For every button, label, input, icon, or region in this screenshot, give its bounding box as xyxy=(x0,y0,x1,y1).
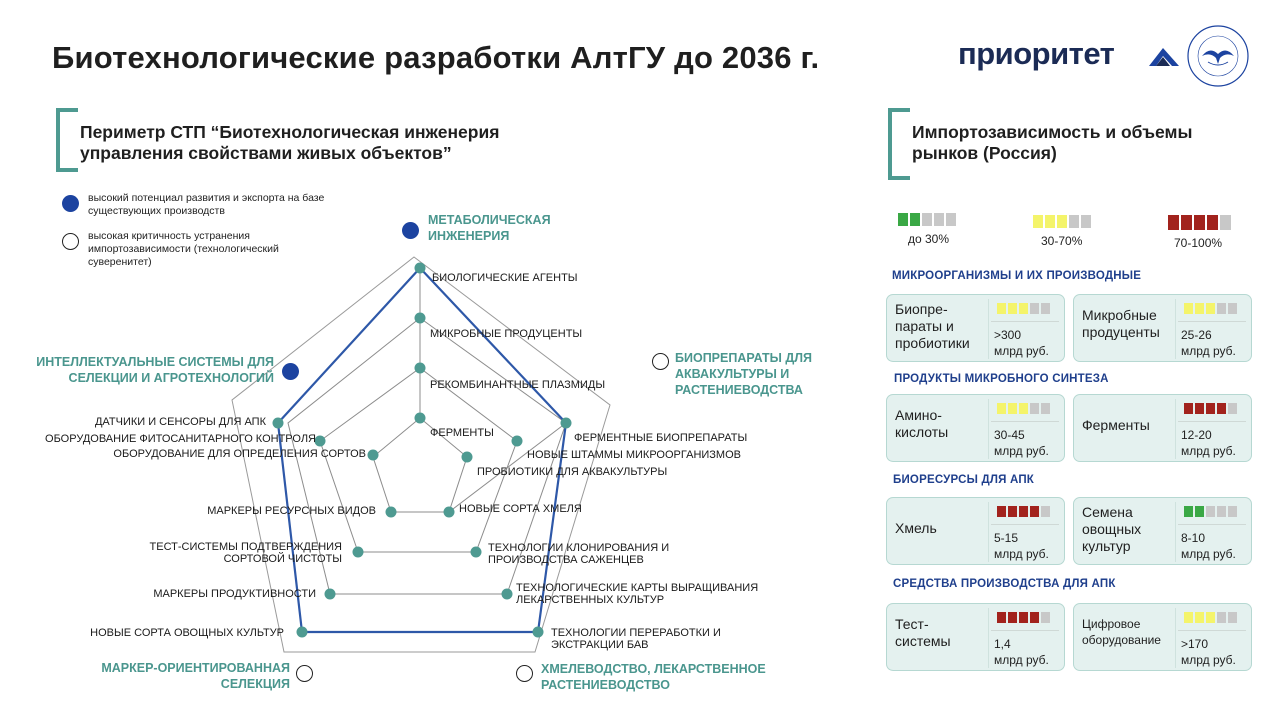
ring-label: ФЕРМЕНТНЫЕ БИОПРЕПАРАТЫ xyxy=(574,432,748,444)
import-level-segment xyxy=(1206,403,1215,414)
market-card-divider xyxy=(1175,608,1176,668)
import-level-bar xyxy=(1184,506,1237,517)
ring-label: НОВЫЕ СОРТА ОВОЩНЫХ КУЛЬТУР xyxy=(90,627,284,639)
university-seal-icon xyxy=(1186,24,1250,88)
import-level-segment xyxy=(1041,303,1050,314)
legend-critical-text: высокая критичность устранения импортозависимости (технологический суверенитет) xyxy=(88,230,279,268)
radar-node xyxy=(444,507,455,518)
market-card-rule xyxy=(1178,524,1246,525)
category-title: СРЕДСТВА ПРОИЗВОДСТВА ДЛЯ АПК xyxy=(893,578,1116,590)
page-title: Биотехнологические разработки АлтГУ до 2036 г. xyxy=(52,40,820,75)
market-volume-value: 12-20 млрд руб. xyxy=(1181,428,1236,458)
import-level-segment xyxy=(997,403,1006,414)
ring-label: ТЕХНОЛОГИИ КЛОНИРОВАНИЯ И ПРОИЗВОДСТВА САЖЕНЦЕВ xyxy=(488,542,670,566)
market-card-rule xyxy=(991,524,1059,525)
import-level-segment xyxy=(1030,612,1039,623)
import-level-bar xyxy=(997,506,1050,517)
legend-export-text: высокий потенциал развития и экспорта на базе существующих производств xyxy=(88,192,325,217)
market-volume-value: 8-10 млрд руб. xyxy=(1181,531,1236,561)
import-level-segment xyxy=(1019,506,1028,517)
import-level-segment xyxy=(1019,612,1028,623)
import-level-bar xyxy=(997,403,1050,414)
market-card-divider xyxy=(988,502,989,562)
import-level-bar xyxy=(1184,612,1237,623)
import-level-segment xyxy=(1184,403,1193,414)
market-card xyxy=(1073,497,1252,565)
scale-green-bar xyxy=(898,213,958,231)
market-card-name: Цифровое оборудование xyxy=(1082,617,1161,647)
market-card-divider xyxy=(988,399,989,459)
import-level-segment xyxy=(1184,506,1193,517)
radar-node xyxy=(415,313,426,324)
axis-label-marker-selection: МАРКЕР-ОРИЕНТИРОВАННАЯ СЕЛЕКЦИЯ xyxy=(101,661,290,691)
market-card xyxy=(886,394,1065,462)
category-title: МИКРООРГАНИЗМЫ И ИХ ПРОИЗВОДНЫЕ xyxy=(892,270,1142,282)
category-title: ПРОДУКТЫ МИКРОБНОГО СИНТЕЗА xyxy=(894,373,1109,385)
market-card-rule xyxy=(991,630,1059,631)
radar-node xyxy=(512,436,523,447)
ring-label: НОВЫЕ ШТАММЫ МИКРООРГАНИЗМОВ xyxy=(527,449,741,461)
import-level-segment xyxy=(1008,506,1017,517)
market-card-divider xyxy=(988,608,989,668)
market-card xyxy=(1073,294,1252,362)
section-heading-import: Импортозависимость и объемы рынков (Россия) xyxy=(912,122,1193,163)
scale-label-low: до 30% xyxy=(908,232,950,246)
radar-node xyxy=(502,589,513,600)
market-card-name: Биопре- параты и пробиотики xyxy=(895,301,970,351)
ring-label: МАРКЕРЫ ПРОДУКТИВНОСТИ xyxy=(153,588,316,600)
market-card-name: Хмель xyxy=(895,520,937,536)
import-level-segment xyxy=(1228,303,1237,314)
section-bracket-right xyxy=(888,108,910,180)
import-level-segment xyxy=(1195,303,1204,314)
scale-red-bar xyxy=(1168,215,1233,235)
import-level-segment xyxy=(1041,612,1050,623)
market-card-name: Семена овощных культур xyxy=(1082,504,1142,554)
radar-node xyxy=(415,413,426,424)
radar-node xyxy=(415,363,426,374)
axis-marker-filled xyxy=(402,222,419,239)
ring-label: ОБОРУДОВАНИЕ ДЛЯ ОПРЕДЕЛЕНИЯ СОРТОВ xyxy=(113,448,366,460)
market-volume-value: 1,4 млрд руб. xyxy=(994,637,1049,667)
import-level-segment xyxy=(1195,403,1204,414)
section-heading-perimeter: Периметр СТП “Биотехнологическая инженерия управления свойствами живых объектов” xyxy=(80,122,500,163)
radar-node xyxy=(325,589,336,600)
import-level-segment xyxy=(1195,506,1204,517)
axis-label-intelligent-systems: ИНТЕЛЛЕКТУАЛЬНЫЕ СИСТЕМЫ ДЛЯ СЕЛЕКЦИИ И АГРОТЕХНОЛОГИЙ xyxy=(36,355,274,385)
radar-node xyxy=(471,547,482,558)
import-level-segment xyxy=(1008,403,1017,414)
market-volume-value: 5-15 млрд руб. xyxy=(994,531,1049,561)
radar-node xyxy=(368,450,379,461)
brand-logo-text: приоритет xyxy=(958,36,1115,71)
radar-node xyxy=(273,418,284,429)
market-card-rule xyxy=(1178,321,1246,322)
import-level-segment xyxy=(1030,403,1039,414)
import-level-segment xyxy=(1184,303,1193,314)
ring-label: БИОЛОГИЧЕСКИЕ АГЕНТЫ xyxy=(432,272,578,284)
market-card xyxy=(1073,603,1252,671)
radar-node xyxy=(353,547,364,558)
import-level-segment xyxy=(1217,403,1226,414)
ring-label: НОВЫЕ СОРТА ХМЕЛЯ xyxy=(459,503,582,515)
import-level-segment xyxy=(1217,506,1226,517)
import-level-bar xyxy=(1184,303,1237,314)
ring-label: РЕКОМБИНАНТНЫЕ ПЛАЗМИДЫ xyxy=(430,379,606,391)
import-level-segment xyxy=(1206,612,1215,623)
import-level-segment xyxy=(1195,612,1204,623)
market-card-rule xyxy=(1178,630,1246,631)
radar-ring-2 xyxy=(320,368,517,552)
market-card xyxy=(886,497,1065,565)
axis-marker-filled xyxy=(282,363,299,380)
market-card-divider xyxy=(1175,399,1176,459)
import-level-segment xyxy=(997,303,1006,314)
import-level-segment xyxy=(1030,303,1039,314)
import-level-segment xyxy=(1217,303,1226,314)
market-card xyxy=(1073,394,1252,462)
import-level-segment xyxy=(1030,506,1039,517)
market-volume-value: 25-26 млрд руб. xyxy=(1181,328,1236,358)
import-level-segment xyxy=(1217,612,1226,623)
market-card-divider xyxy=(1175,502,1176,562)
ring-label: ОБОРУДОВАНИЕ ФИТОСАНИТАРНОГО КОНТРОЛЯ xyxy=(45,433,316,445)
import-level-segment xyxy=(1184,612,1193,623)
import-level-segment xyxy=(1041,506,1050,517)
import-level-bar xyxy=(997,612,1050,623)
radar-node xyxy=(297,627,308,638)
import-level-segment xyxy=(1228,506,1237,517)
market-card-name: Амино- кислоты xyxy=(895,407,949,440)
ring-label: ПРОБИОТИКИ ДЛЯ АКВАКУЛЬТУРЫ xyxy=(477,466,668,478)
radar-node xyxy=(386,507,397,518)
import-level-segment xyxy=(1008,303,1017,314)
radar-node xyxy=(462,452,473,463)
import-level-segment xyxy=(1206,506,1215,517)
axis-label-biopreparations: БИОПРЕПАРАТЫ ДЛЯ АКВАКУЛЬТУРЫ И РАСТЕНИЕВОДСТВА xyxy=(675,351,813,397)
ring-label: ФЕРМЕНТЫ xyxy=(430,427,494,439)
market-card-name: Ферменты xyxy=(1082,417,1150,433)
axis-marker-empty xyxy=(652,353,669,370)
market-card-rule xyxy=(1178,421,1246,422)
ring-label: ТЕСТ-СИСТЕМЫ ПОДТВЕРЖДЕНИЯ СОРТОВОЙ ЧИСТОТЫ xyxy=(149,541,342,565)
market-card-divider xyxy=(1175,299,1176,359)
import-level-bar xyxy=(1184,403,1237,414)
market-card-rule xyxy=(991,421,1059,422)
market-card-divider xyxy=(988,299,989,359)
radar-node xyxy=(415,263,426,274)
radar-node xyxy=(315,436,326,447)
market-card-rule xyxy=(991,321,1059,322)
ring-label: ДАТЧИКИ И СЕНСОРЫ ДЛЯ АПК xyxy=(94,416,266,428)
brand-chevron-icon xyxy=(1148,45,1180,67)
import-level-segment xyxy=(997,506,1006,517)
axis-marker-empty xyxy=(516,665,533,682)
category-title: БИОРЕСУРСЫ ДЛЯ АПК xyxy=(893,474,1035,486)
import-level-segment xyxy=(1228,612,1237,623)
scale-label-high: 70-100% xyxy=(1174,236,1223,250)
market-card xyxy=(886,603,1065,671)
market-card-name: Микробные продуценты xyxy=(1082,307,1160,340)
ring-label: ТЕХНОЛОГИИ ПЕРЕРАБОТКИ И ЭКСТРАКЦИИ БАВ xyxy=(551,627,721,651)
import-level-segment xyxy=(1206,303,1215,314)
axis-marker-empty xyxy=(296,665,313,682)
scale-yellow-bar xyxy=(1033,215,1093,233)
import-level-bar xyxy=(997,303,1050,314)
ring-label: МИКРОБНЫЕ ПРОДУЦЕНТЫ xyxy=(430,328,583,340)
import-level-segment xyxy=(1019,403,1028,414)
market-volume-value: 30-45 млрд руб. xyxy=(994,428,1049,458)
axis-label-hops: ХМЕЛЕВОДСТВО, ЛЕКАРСТВЕННОЕ РАСТЕНИЕВОДСТВО xyxy=(541,662,766,692)
market-volume-value: >170 млрд руб. xyxy=(1181,637,1236,667)
import-level-segment xyxy=(1008,612,1017,623)
radar-node xyxy=(561,418,572,429)
market-volume-value: >300 млрд руб. xyxy=(994,328,1049,358)
import-level-segment xyxy=(1041,403,1050,414)
import-level-segment xyxy=(1019,303,1028,314)
import-level-segment xyxy=(1228,403,1237,414)
scale-label-mid: 30-70% xyxy=(1041,234,1083,248)
market-card-name: Тест- системы xyxy=(895,616,951,649)
market-card xyxy=(886,294,1065,362)
axis-label-metabolic: МЕТАБОЛИЧЕСКАЯ ИНЖЕНЕРИЯ xyxy=(428,213,551,243)
ring-label: ТЕХНОЛОГИЧЕСКИЕ КАРТЫ ВЫРАЩИВАНИЯ ЛЕКАРСТВЕННЫХ КУЛЬТУР xyxy=(516,582,759,606)
import-level-segment xyxy=(997,612,1006,623)
radar-node xyxy=(533,627,544,638)
ring-label: МАРКЕРЫ РЕСУРСНЫХ ВИДОВ xyxy=(207,505,376,517)
